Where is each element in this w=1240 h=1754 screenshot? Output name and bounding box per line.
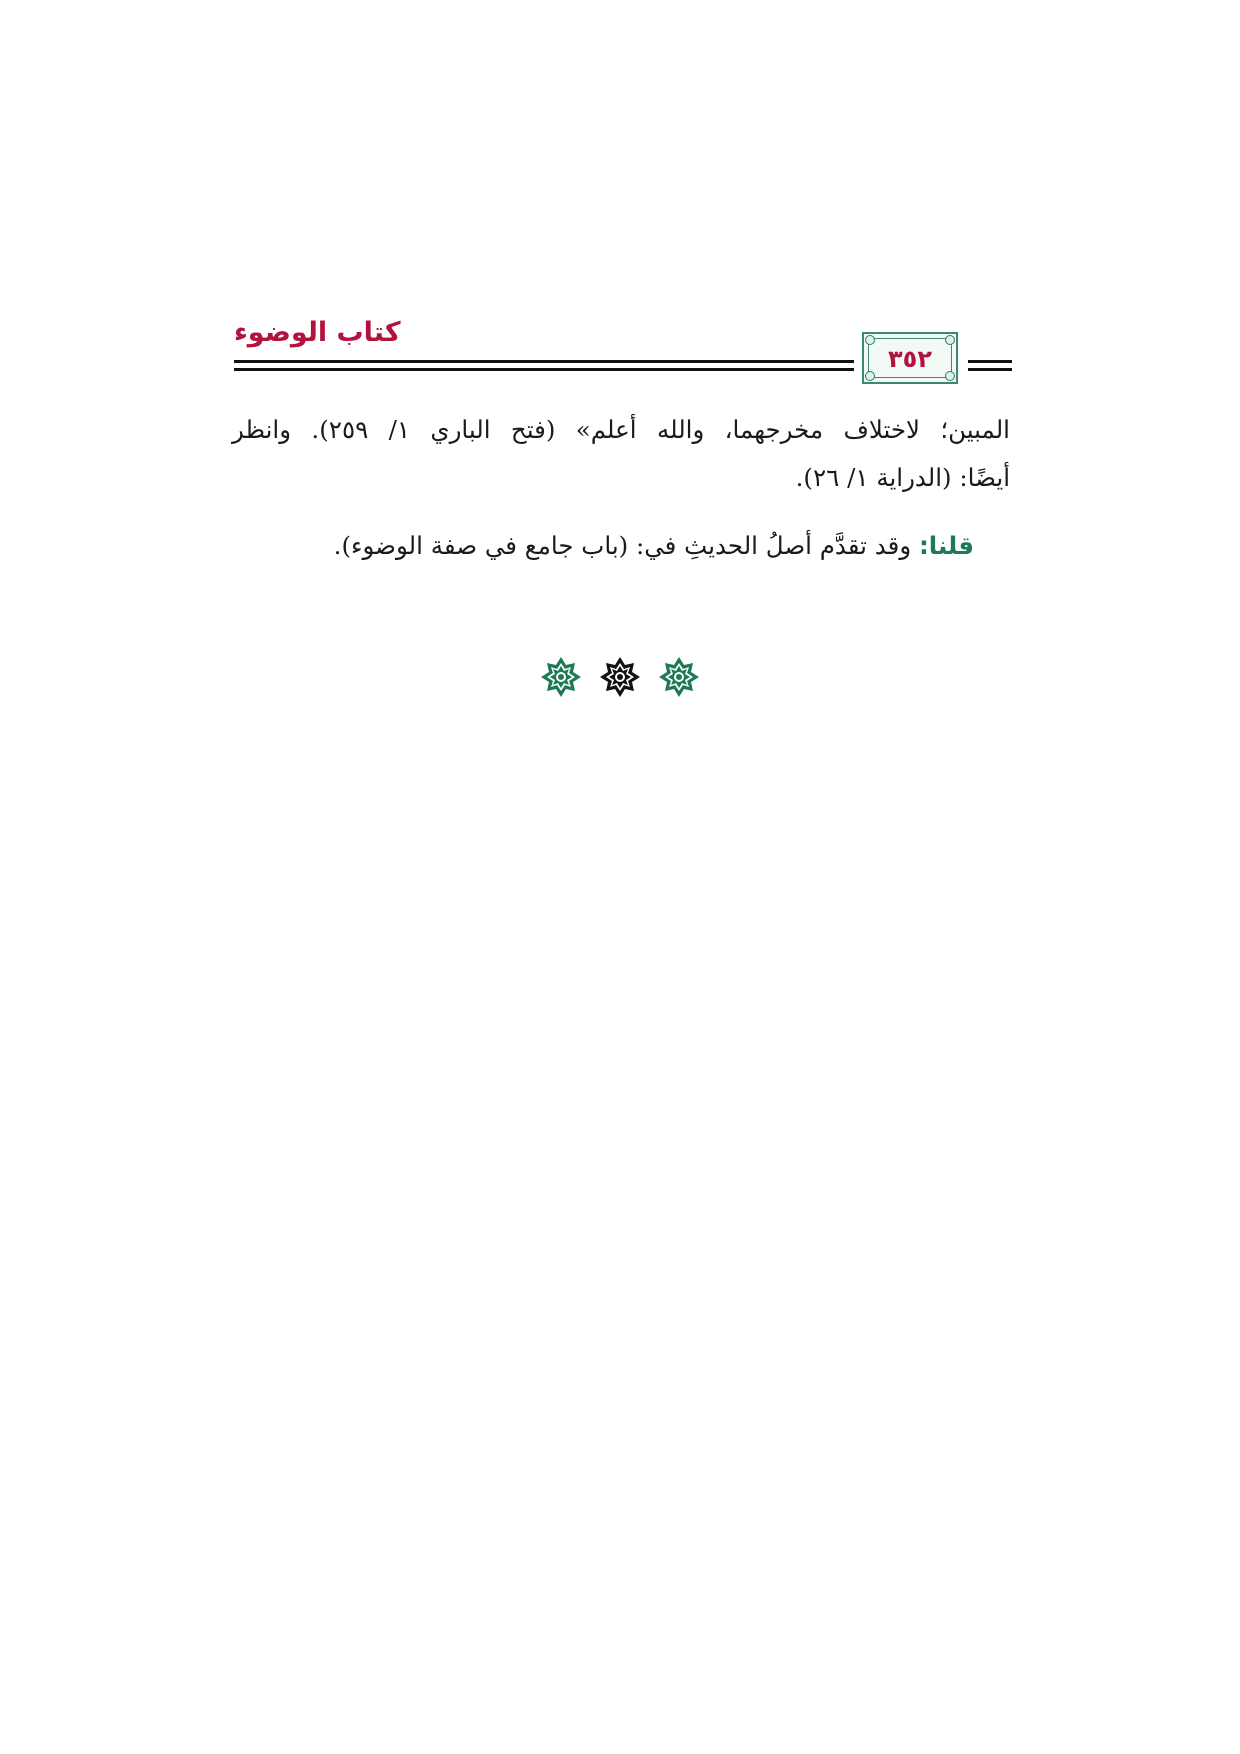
header-rule bbox=[968, 360, 1012, 363]
page-number-badge bbox=[862, 332, 958, 384]
star-flower-icon bbox=[599, 656, 641, 698]
star-flower-icon bbox=[540, 656, 582, 698]
header-rule bbox=[968, 368, 1012, 371]
note-paragraph bbox=[232, 522, 974, 570]
header-rule bbox=[234, 360, 854, 363]
section-end-ornaments bbox=[540, 655, 700, 699]
star-flower-icon bbox=[658, 656, 700, 698]
header-rule bbox=[234, 368, 854, 371]
page-number: ٣٥٢ bbox=[888, 345, 932, 373]
text-line: أيضًا: (الدراية ١/ ٢٦). bbox=[795, 463, 1010, 492]
footnote-paragraph bbox=[232, 406, 1010, 502]
text-line: المبين؛ لاختلاف مخرجهما، والله أعلم» (فتح الباري ١/ ٢٥٩). وانظر bbox=[232, 415, 1010, 444]
note-text: وقد تقدَّم أصلُ الحديثِ في: (باب جامع في صفة الوضوء). bbox=[333, 531, 919, 560]
note-label: قلنا: bbox=[918, 531, 974, 560]
running-header bbox=[234, 318, 1012, 386]
chapter-title: كتاب الوضوء bbox=[234, 317, 401, 348]
